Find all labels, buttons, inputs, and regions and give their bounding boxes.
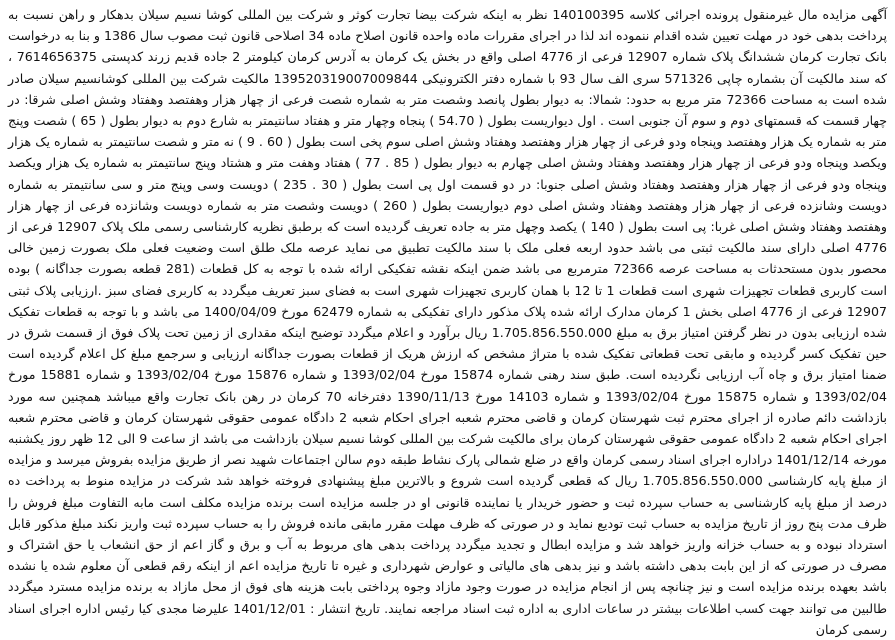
auction-notice-text: آگهی مزایده مال غیرمنقول پرونده اجرائی کلاسه 140100395 نظر به اینکه شرکت بیضا تجارت کوثر و شرکت بین المللی کوشا نسیم سیلان بدهکار و راهن نسبت به پرداخت بدهی خود در مهلت تعیین شده اقدام ننموده اند لذا در اجرای مقررات ماده واحده قانون اصلاح ماده 34 اصلاحی قانون ثبت مصوب سال 1386 و بنا به درخواست بانک تجارت کرمان ششدانگ پلاک شماره 12907 فرعی از 4776 اصلی واقع در بخش یک کرمان به آدرس کرمان کیلومتر 2 جاده قدیم زرند کدپستی 7614656375 ، که سند مالکیت آن بشماره چاپی 571326 سری الف سال 93 با شماره دفتر الکترونیکی 139520319007009844 مالکیت شرکت بین المللی کوشانسیم سیلان صادر شده است به مساحت 72366 متر مربع به حدود: شمالا: به دیوار بطول پانصد وشصت متر به شماره شصت فرعی از چهار هزار وهفتصد وهفتاد وشش اصلی شرقا: در چهار قسمت که قسمتهای دوم و سوم آن جنوبی است . اول دیواریست بطول ( 54.70 ) پنجاه وچهار متر و هفتاد سانتیمتر به شارع دوم به دیوار بطول ( 65 ) شصت وپنج متر به شماره یک هزار وهفتصد وپنجاه ودو فرعی از چهار هزار وهفتصد وهفتاد وشش اصلی سوم پخی است بطول ( 60 . 9 ) نه متر و شصت سانتیمتر به شماره یک هزار ویکصد وپنجاه ودو فرعی از چهار هزار وهفتصد وهفتاد وشش اصلی چهارم به دیوار بطول ( 85 . 77 ) هفتاد وهفت متر و هشتاد وپنج سانتیمتر به شماره یک هزار ویکصد وپنجاه ودو فرعی از چهار هزار وهفتصد وهفتاد وشش اصلی جنوبا: در دو قسمت اول پی است بطول ( 30 . 235 ) دویست وسی وپنج متر و سی سانتیمتر به شماره دویست وشانزده فرعی از چهار هزار وهفتصد وهفتاد وشش اصلی دوم دیواریست بطول ( 260 ) دویست وشصت متر به شماره دویست وشانزده فرعی از چهار هزار وهفتصد وهفتاد وشش اصلی غربا: پی است بطول ( 140 ) یکصد وچهل متر به جاده تعریف گردیده است که برطبق نظریه کارشناسی رسمی ملک پلاک 12907 فرعی از 4776 اصلی دارای سند مالکیت ثبتی می باشد حدود اربعه فعلی ملک با سند مالکیت تطبیق می نماید عرصه ملک طلق است وضعیت فعلی ملک بصورت زمین خالی محصور بدون مستحدثات به مساحت عرصه 72366 مترمربع می باشد ضمن اینکه نقشه تفکیکی ارائه شده با توجه به کل قطعات (281 قطعه بصورت جداگانه ) بوده است کاربری قطعات تجهیزات شهری است قطعات 1 تا 12 با همان کاربری تجهیزات شهری است به فضای سبز تعریف میگردد به کاربری فضای سبز .ارزیابی پلاک ثبتی 12907 فرعی از 4776 اصلی بخش 1 کرمان مدارک ارائه شده پلاک مذکور دارای تفکیکی به شماره 62479 مورخ 1400/04/09 می باشد و با توجه به قطعات تفکیک شده ارزیابی بدون در نظر گرفتن امتیاز برق به مبلغ 1.705.856.550.000 ریال برآورد و اعلام میگردد توضیح اینکه مقداری از زمین تحت پلاک فوق از قسمت شرق در حین تفکیک کسر گردیده و مابقی تحت قطعاتی تفکیک شده با متراژ مشخص که ارزش هریک از قطعات بصورت جداگانه ارزیابی و سرجمع مبلغ کل اعلام گردیده است ضمنا امتیاز برق و چاه آب ارزیابی نگردیده است. طبق سند رهنی شماره 15874 مورخ 1393/02/04 و شماره 15876 مورخ 1393/02/04 و شماره 15881 مورخ 1393/02/04 و شماره 15875 مورخ 1393/02/04 و شماره 14103 مورخ 1390/11/13 دفترخانه 70 کرمان در رهن بانک تجارت واقع میباشد همچنین سه مورد بازداشت دائم صادره از اجرای محترم ثبت شهرستان کرمان و قاضی محترم شعبه اجرای احکام شعبه 2 دادگاه عمومی حقوقی شهرستان کرمان و قاضی محترم شعبه اجرای احکام شعبه 2 دادگاه عمومی حقوقی شهرستان کرمان برای مالکیت شرکت بین المللی کوشا نسیم سیلان بازداشت می باشد از ساعت 9 الی 12 ظهر روز یکشنبه مورخه 1401/12/14 دراداره اجرای اسناد رسمی کرمان واقع در ضلع شمالی پارک نشاط طبقه دوم سالن اجتماعات شهید نصر از طریق مزایده بفروش میرسد و مزایده از مبلغ پایه کارشناسی 1.705.856.550.000 ریال که قطعی گردیده است شروع و بالاترین مبلغ پیشنهادی فروخته خواهد شد شرکت در مزایده منوط به پرداخت ده درصد از مبلغ پایه کارشناسی به حساب سپرده ثبت و حضور خریدار یا نماینده قانونی او در جلسه مزایده است برنده مزایده مکلف است مابه التفاوت مبلغ فروش را ظرف مدت پنج روز از تاریخ مزایده به حساب ثبت تودیع نماید و در صورتی که ظرف مهلت مقرر مابقی مانده فروش را به حساب سپرده ثبت واریز نکند مبلغ مذکور قابل استرداد نبوده و به حساب خزانه واریز خواهد شد و مزایده ابطال و تجدید میگردد پرداخت بدهی های مربوط به آب و برق و گاز اعم از حق انشعاب یا حق اشتراک و مصرف در صورتی که از این بابت بدهی داشته باشد و نیز بدهی های مالیاتی و عوارض شهرداری و غیره تا تاریخ مزایده اعم از اینکه رقم قطعی آن معلوم شده یا نشده باشد بعهده برنده مزایده است و نیز چنانچه پس از انجام مزایده در صورت وجود مازاد وجوه پرداختی بابت هزینه های فوق از محل مازاد به برنده مزایده مسترد میگردد طالبین می توانند جهت کسب اطلاعات بیشتر در ساعات اداری به اداره ثبت اسناد مراجعه نمایند. تاریخ انتشار : 1401/12/01 علیرضا مجدی کیا رئیس اداره اجرای اسناد رسمی کرمان: [8, 7, 888, 637]
